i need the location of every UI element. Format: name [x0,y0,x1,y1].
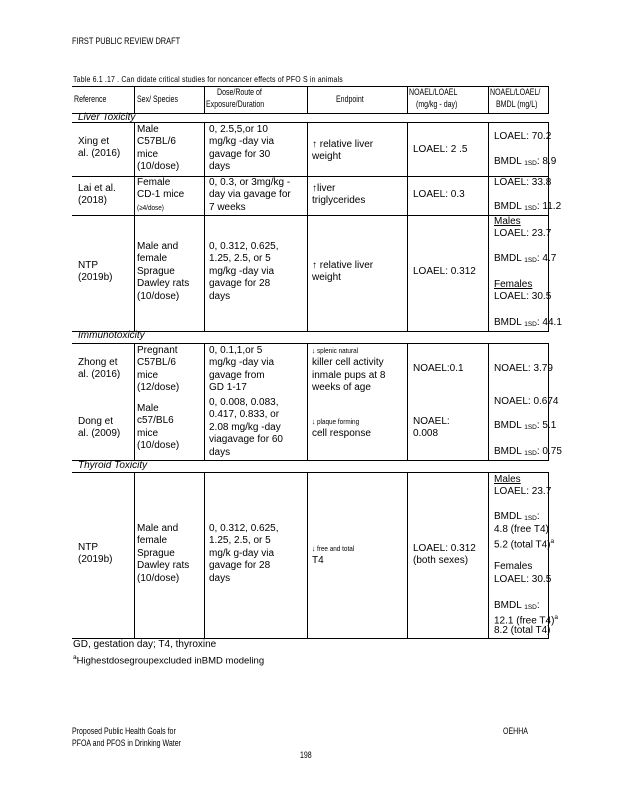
ntp-thyroid-females-free-t4: 12.1 (free T4)$^a$ [494,614,559,627]
ntp-thyroid-females-loael: LOAEL: 30.5 [494,574,552,585]
page-number: 198 [300,750,312,760]
section-immunotoxicity: Immunotoxicity [78,330,145,341]
ntp-liver-females-label: Females [494,279,533,290]
col-header-reference: Reference [74,94,107,104]
ntp-thyroid-dose: 0, 0.312, 0.625, 1.25, 2.5, or 5 mg/k g-day via gavage for 28 days [209,523,279,584]
draft-header: FIRST PUBLIC REVIEW DRAFT [72,36,181,47]
section-liver-toxicity: Liver Toxicity [78,112,136,123]
dong-bmdl: BMDL $_{1SD}$: 5.1 [494,420,557,431]
footnote-abbreviations: GD, gestation day; T4, thyroxine [73,639,217,650]
ntp-thyroid-reference: NTP (2019b) [78,542,113,566]
ntp-liver-females-bmdl: BMDL $_{1SD}$: 44.1 [494,317,562,328]
ntp-liver-reference: NTP (2019b) [78,260,113,284]
col-header-bmdl-line1: NOAEL/LOAEL/ [490,87,541,97]
table-caption: Table 6.1 .17 . Can didate critical studies for noncancer effects of PFO S in animals [73,74,343,84]
dong-bmdl-noael: NOAEL: 0.674 [494,396,559,407]
zhong-sex-species: Pregnant C57BL/6 mice (12/dose) [137,345,180,394]
footer-title-line1: Proposed Public Health Goals for [72,726,176,736]
ntp-thyroid-endpoint: ↓ free and total T4 [312,544,355,567]
col-header-noael-line1: NOAEL/LOAEL [409,87,458,97]
col-header-dose-line1: Dose/Route of [217,87,262,97]
xing-reference: Xing et al. (2016) [78,136,121,160]
xing-sex-species: Male C57BL/6 mice (10/dose) [137,124,180,173]
zhong-bmdl: NOAEL: 3.79 [494,363,553,374]
dong-reference: Dong et al. (2009) [78,416,121,440]
footnote-a: $^a$Highestdosegroupexcluded inBMD modeling [73,654,265,667]
lai-reference: Lai et al. (2018) [78,183,116,207]
lai-bmdl-loael: LOAEL: 33.8 [494,177,552,188]
dong-endpoint: ↓ plaque forming cell response [312,417,371,440]
dong-bmdl-second: BMDL $_{1SD}$: 0.75 [494,446,562,457]
xing-endpoint: ↑ relative liver weight [312,139,374,163]
ntp-thyroid-males-free-t4: 4.8 (free T4) [494,524,549,535]
ntp-liver-noael: LOAEL: 0.312 [413,266,476,277]
section-thyroid-toxicity: Thyroid Toxicity [78,460,148,471]
ntp-thyroid-females-label: Females [494,561,533,572]
lai-sex-species: Female CD-1 mice (≥4/dose) [137,177,185,212]
col-header-sex-species: Sex/ Species [137,94,178,104]
ntp-liver-males-loael: LOAEL: 23.7 [494,228,552,239]
lai-endpoint: ↑liver triglycerides [312,183,366,207]
zhong-reference: Zhong et al. (2016) [78,357,121,381]
col-header-bmdl-line2: BMDL (mg/L) [496,99,538,109]
xing-noael: LOAEL: 2 .5 [413,144,468,155]
xing-bmdl-loael: LOAEL: 70.2 [494,131,552,142]
ntp-liver-males-label: Males [494,216,521,227]
dong-sex-species: Male c57/BL6 mice (10/dose) [137,403,180,452]
xing-dose: 0, 2.5,5,or 10 mg/kg -day via gavage for 30 days [209,124,275,173]
xing-bmdl: BMDL $_{1SD}$: 8.9 [494,156,557,167]
col-header-dose-line2: Exposure/Duration [206,99,265,109]
lai-noael: LOAEL: 0.3 [413,189,465,200]
lai-dose: 0, 0.3, or 3mg/kg - day via gavage for 7 weeks [209,177,291,213]
zhong-endpoint: ↓ splenic natural killer cell activity inmale pups at 8 weeks of age [312,346,386,394]
ntp-liver-females-loael: LOAEL: 30.5 [494,291,552,302]
ntp-thyroid-females-total-t4: 8.2 (total T4) [494,625,551,636]
dong-dose: 0, 0.008, 0.083, 0.417, 0.833, or 2.08 mg/kg -day viagavage for 60 days [209,397,283,458]
footer-title-line2: PFOA and PFOS in Drinking Water [72,738,181,748]
ntp-thyroid-males-label: Males [494,474,521,485]
ntp-liver-endpoint: ↑ relative liver weight [312,260,374,284]
ntp-thyroid-sex-species: Male and female Sprague Dawley rats (10/dose) [137,523,190,584]
ntp-thyroid-males-total-t4: 5.2 (total T4)$^a$ [494,538,555,551]
ntp-liver-sex-species: Male and female Sprague Dawley rats (10/dose) [137,241,190,302]
ntp-liver-dose: 0, 0.312, 0.625, 1.25, 2.5, or 5 mg/kg -day via gavage for 28 days [209,241,279,302]
ntp-thyroid-females-bmdl: BMDL $_{1SD}$: [494,600,540,611]
col-header-endpoint: Endpoint [336,94,364,104]
col-header-noael-line2: (mg/kg - day) [416,99,458,109]
lai-bmdl: BMDL $_{1SD}$: 11.2 [494,201,562,212]
ntp-thyroid-noael: LOAEL: 0.312 (both sexes) [413,543,476,567]
dong-noael: NOAEL: 0.008 [413,416,450,440]
ntp-thyroid-males-loael: LOAEL: 23.7 [494,486,552,497]
ntp-thyroid-males-bmdl: BMDL $_{1SD}$: [494,511,540,522]
ntp-liver-males-bmdl: BMDL $_{1SD}$: 4.7 [494,253,557,264]
zhong-dose: 0, 0.1,1,or 5 mg/kg -day via gavage from GD 1-17 [209,345,275,394]
zhong-noael: NOAEL:0.1 [413,363,464,374]
footer-agency: OEHHA [503,726,528,736]
